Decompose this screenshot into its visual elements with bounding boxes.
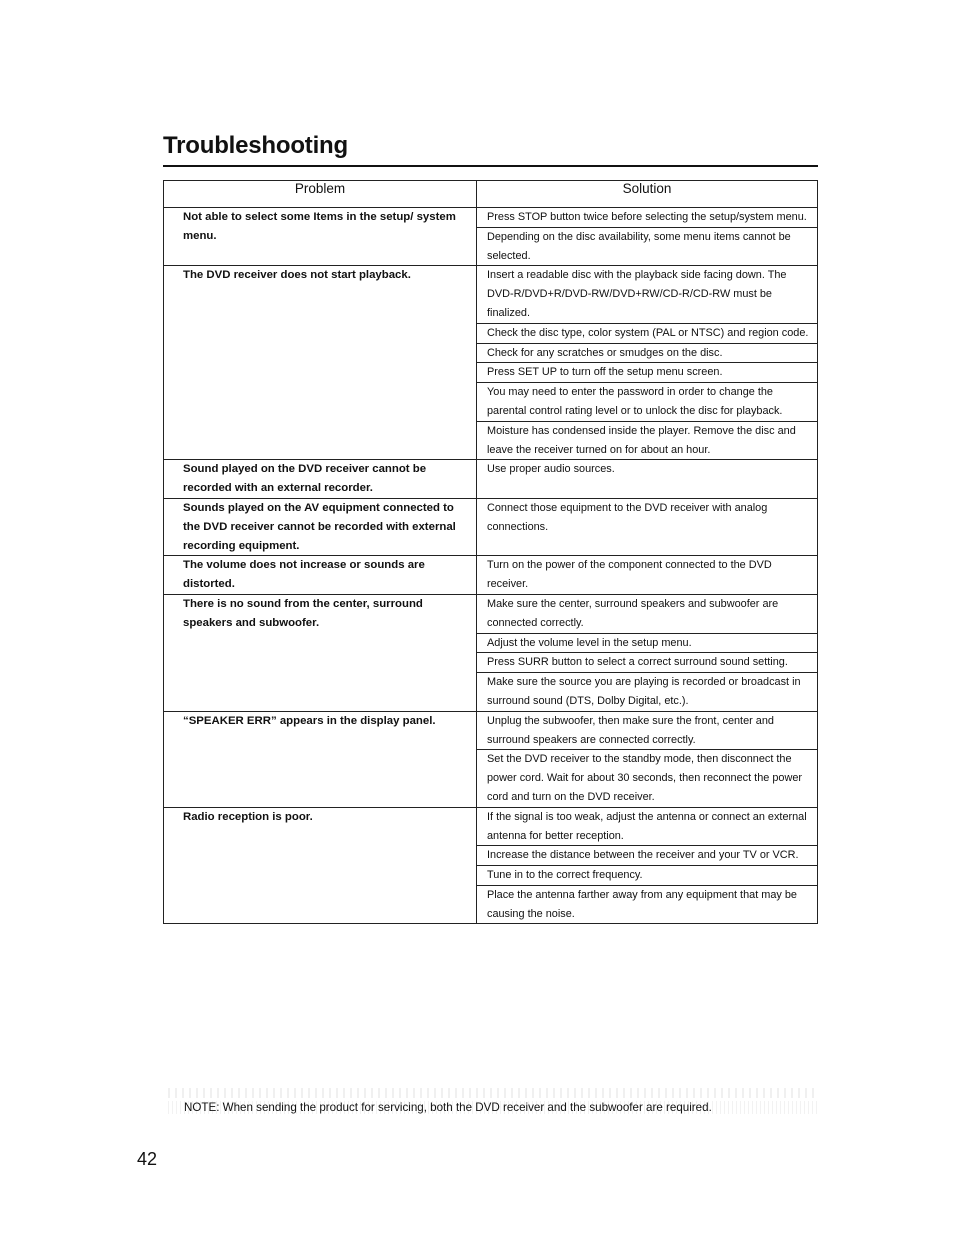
solution-column-header: Solution (477, 181, 818, 208)
solution-cell: Adjust the volume level in the setup menu. (477, 633, 818, 653)
title-rule (163, 165, 818, 167)
troubleshooting-table (163, 180, 818, 924)
page-number: 42 (137, 1149, 158, 1169)
solution-cell: Make sure the source you are playing is recorded or broadcast in surround sound (DTS, Dolby Digital, etc.). (477, 673, 818, 712)
solution-cell: If the signal is too weak, adjust the antenna or connect an external antenna for better reception. (477, 807, 818, 846)
problem-cell: Sound played on the DVD receiver cannot be recorded with an external recorder. (164, 460, 477, 499)
solution-cell: Press SET UP to turn off the setup menu screen. (477, 363, 818, 383)
solution-cell: Make sure the center, surround speakers and subwoofer are connected correctly. (477, 594, 818, 633)
solution-cell: Increase the distance between the receiver and your TV or VCR. (477, 846, 818, 866)
table-row (164, 266, 818, 323)
solution-cell: Set the DVD receiver to the standby mode, then disconnect the power cord. Wait for about 30 seconds, then reconnect the power cord and turn on the DVD receiver. (477, 750, 818, 807)
note-background-texture (168, 1088, 818, 1098)
solution-cell: Press STOP button twice before selecting the setup/system menu. (477, 208, 818, 228)
problem-cell: Radio reception is poor. (164, 807, 477, 924)
problem-column-header: Problem (164, 181, 477, 208)
solution-cell: Turn on the power of the component connected to the DVD receiver. (477, 556, 818, 595)
solution-cell: Tune in to the correct frequency. (477, 866, 818, 886)
table-row (164, 498, 818, 555)
problem-cell: The DVD receiver does not start playback. (164, 266, 477, 460)
problem-cell: “SPEAKER ERR” appears in the display panel. (164, 711, 477, 807)
service-note: NOTE: When sending the product for servicing, both the DVD receiver and the subwoofer are required. (168, 1101, 818, 1114)
problem-cell: There is no sound from the center, surround speakers and subwoofer. (164, 594, 477, 711)
table-row (164, 594, 818, 633)
solution-cell: Use proper audio sources. (477, 460, 818, 499)
solution-cell: Check for any scratches or smudges on the disc. (477, 343, 818, 363)
table-row (164, 460, 818, 499)
solution-cell: Depending on the disc availability, some menu items cannot be selected. (477, 227, 818, 266)
page-title: Troubleshooting (163, 132, 348, 159)
problem-cell: Not able to select some Items in the setup/ system menu. (164, 208, 477, 266)
solution-cell: Insert a readable disc with the playback side facing down. The DVD-R/DVD+R/DVD-RW/DVD+RW/CD-R/CD-RW must be finalized. (477, 266, 818, 323)
problem-cell: The volume does not increase or sounds are distorted. (164, 556, 477, 595)
solution-cell: Moisture has condensed inside the player. Remove the disc and leave the receiver turned on for about an hour. (477, 421, 818, 460)
problem-cell: Sounds played on the AV equipment connected to the DVD receiver cannot be recorded with external recording equipment. (164, 498, 477, 555)
table-row (164, 208, 818, 228)
solution-cell: Unplug the subwoofer, then make sure the front, center and surround speakers are connected correctly. (477, 711, 818, 750)
table-body (164, 208, 818, 924)
solution-cell: Check the disc type, color system (PAL or NTSC) and region code. (477, 323, 818, 343)
table-header-row (164, 181, 818, 208)
table-row (164, 556, 818, 595)
solution-cell: Press SURR button to select a correct surround sound setting. (477, 653, 818, 673)
solution-cell: You may need to enter the password in order to change the parental control rating level or to unlock the disc for playback. (477, 383, 818, 422)
solution-cell: Connect those equipment to the DVD receiver with analog connections. (477, 498, 818, 555)
table-row (164, 807, 818, 846)
table-row (164, 711, 818, 750)
solution-cell: Place the antenna farther away from any equipment that may be causing the noise. (477, 885, 818, 924)
